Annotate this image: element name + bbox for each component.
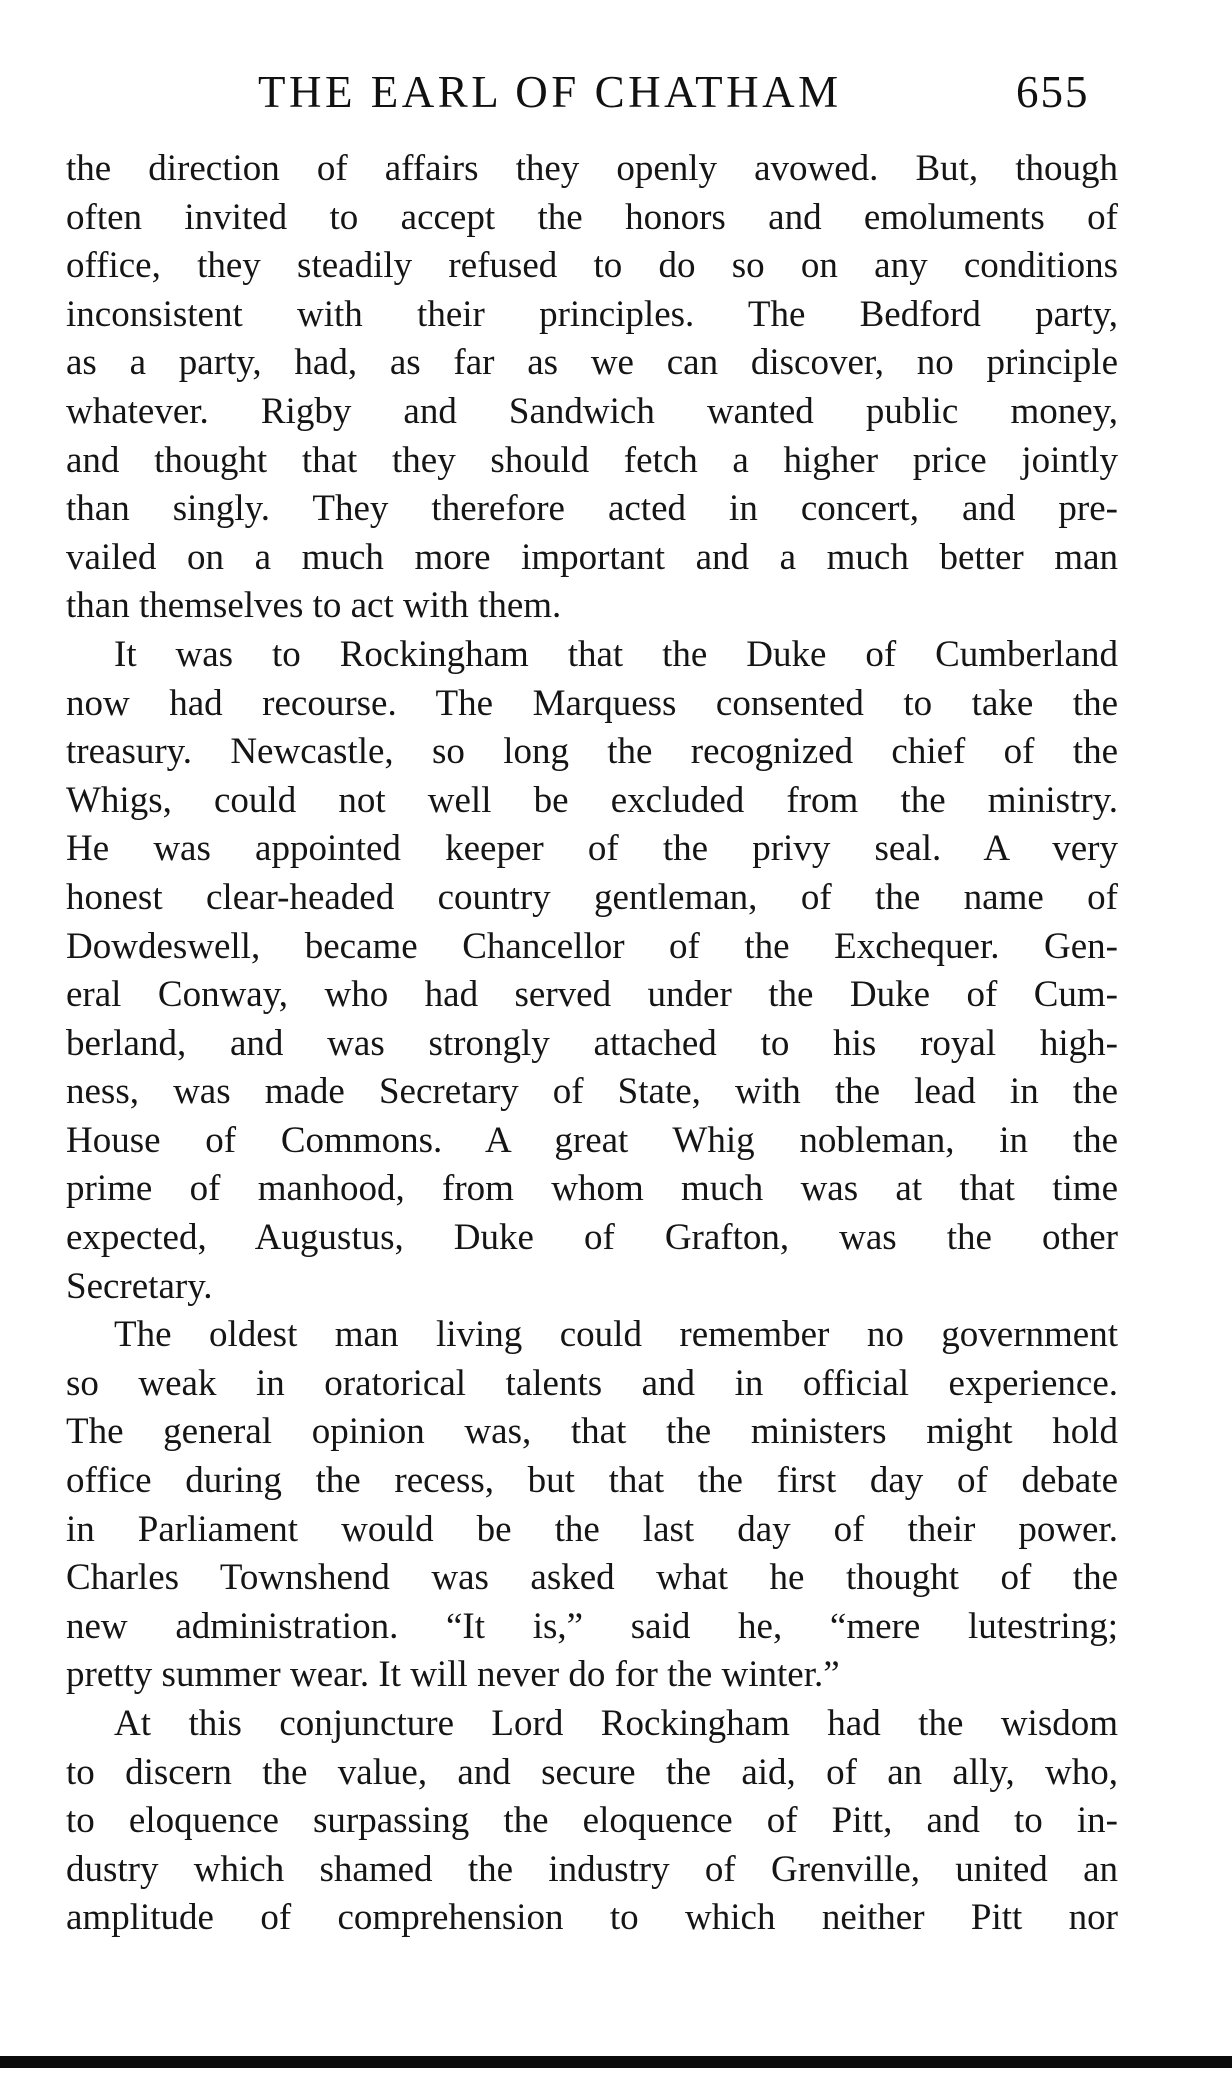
text-line: ness, was made Secretary of State, with the lead in the bbox=[66, 1071, 1118, 1113]
text-line: berland, and was strongly attached to his royal high- bbox=[66, 1022, 1118, 1064]
text-line: pretty summer wear. It will never do for the winter.” bbox=[66, 1654, 840, 1696]
bottom-rule bbox=[0, 2056, 1232, 2068]
text-line: Secretary. bbox=[66, 1265, 213, 1307]
paragraph-start-line: At this conjuncture Lord Rockingham had the wisdom bbox=[114, 1703, 1118, 1744]
text-line: expected, Augustus, Duke of Grafton, was the other bbox=[66, 1217, 1118, 1259]
paragraph-start-line: The oldest man living could remember no government bbox=[114, 1314, 1118, 1356]
text-line: Whigs, could not well be excluded from the ministry. bbox=[66, 779, 1118, 821]
text-line: Charles Townshend was asked what he thought of the bbox=[66, 1557, 1118, 1599]
text-line: new administration. “It is,” said he, “mere lutestring; bbox=[66, 1605, 1118, 1647]
text-line: often invited to accept the honors and emoluments of bbox=[66, 196, 1118, 238]
running-title: THE EARL OF CHATHAM bbox=[258, 67, 842, 117]
text-line: office during the recess, but that the first day of debate bbox=[66, 1460, 1118, 1502]
text-line: inconsistent with their principles. The Bedford party, bbox=[66, 293, 1118, 335]
text-line: office, they steadily refused to do so on any conditions bbox=[66, 245, 1118, 287]
paragraph-start-line: It was to Rockingham that the Duke of Cumberland bbox=[114, 633, 1118, 675]
text-line: The general opinion was, that the ministers might hold bbox=[66, 1411, 1118, 1453]
text-line: vailed on a much more important and a much better man bbox=[66, 536, 1118, 578]
text-line: amplitude of comprehension to which neither Pitt nor bbox=[66, 1897, 1118, 1939]
text-line: treasury. Newcastle, so long the recognized chief of the bbox=[66, 731, 1118, 773]
text-line: than singly. They therefore acted in concert, and pre- bbox=[66, 488, 1118, 530]
text-line: in Parliament would be the last day of their power. bbox=[66, 1508, 1118, 1550]
text-line: now had recourse. The Marquess consented to take the bbox=[66, 682, 1118, 724]
text-line: House of Commons. A great Whig nobleman, in the bbox=[66, 1119, 1118, 1161]
text-line: honest clear-headed country gentleman, of the name of bbox=[66, 876, 1118, 918]
text-line: He was appointed keeper of the privy seal. A very bbox=[66, 828, 1118, 870]
text-line: to discern the value, and secure the aid, of an ally, who, bbox=[66, 1751, 1118, 1793]
text-line: the direction of affairs they openly avowed. But, though bbox=[66, 148, 1118, 189]
text-line: whatever. Rigby and Sandwich wanted public money, bbox=[66, 390, 1118, 432]
page-number: 655 bbox=[1016, 67, 1090, 117]
text-line: eral Conway, who had served under the Duke of Cum- bbox=[66, 974, 1118, 1016]
text-line: dustry which shamed the industry of Grenville, united an bbox=[66, 1848, 1118, 1890]
text-line: so weak in oratorical talents and in official experience. bbox=[66, 1362, 1118, 1404]
text-line: Dowdeswell, became Chancellor of the Exchequer. Gen- bbox=[66, 925, 1118, 967]
text-line: and thought that they should fetch a higher price jointly bbox=[66, 439, 1118, 481]
text-line: to eloquence surpassing the eloquence of Pitt, and to in- bbox=[66, 1800, 1118, 1842]
text-line: prime of manhood, from whom much was at that time bbox=[66, 1168, 1118, 1210]
text-line: than themselves to act with them. bbox=[66, 585, 562, 627]
text-line: as a party, had, as far as we can discover, no principle bbox=[66, 342, 1118, 384]
body-text bbox=[66, 145, 1118, 1943]
